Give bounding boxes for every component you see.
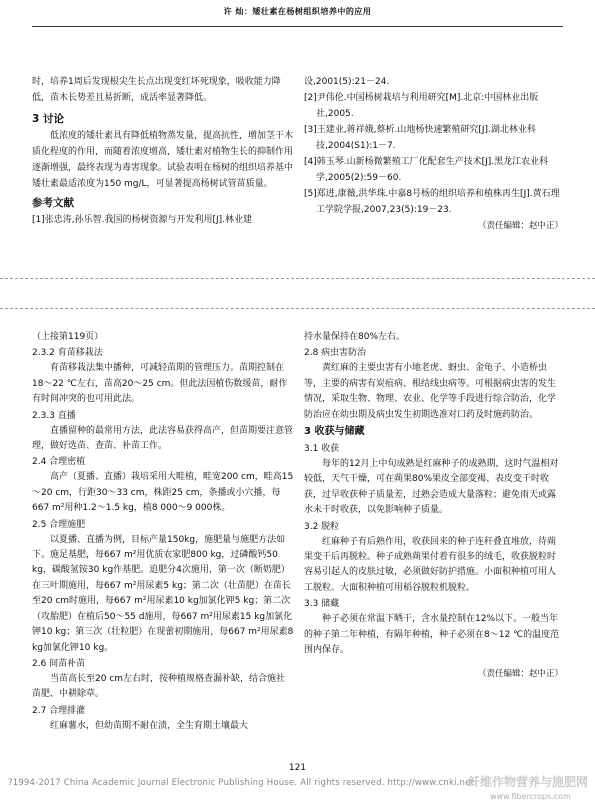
header-rule: [32, 26, 563, 27]
references-title: 参考文献: [32, 197, 74, 209]
body-paragraph: 黄红麻的主要虫害有小地老虎、蚜虫、金龟子、小造桥虫等，主要的病害有炭疽病、根结线虫病等。可根据病虫害的发生情况，采取生物、物理、农业、化学等手段进行综合防治，化学防治应在幼虫期及病虫发生初期选准对口药及时施药防治。: [304, 363, 557, 420]
continued-note: （上接第119页）: [32, 332, 104, 342]
body-paragraph: 以夏播、直播为例，目标产量150kg，施肥量与施肥方法如下。施足基肥，每667 m²用优质农家肥800 kg，过磷酸钙50 kg，碳酸氢铵30 kg作基肥。追肥分4次施用，第一次（断奶肥）在三叶期施用，每667 m²用尿素5 kg；第二次（壮苗肥）在苗长至20 cm时施用，每667 m²用尿素10 kg加氯化钾5 kg；第二次（攻胎肥）在植后50～55 d施用，每667 m²用尿素15 kg加氯化钾10 kg；第三次（壮粒肥）在现蕾初期施用，每667 m²用尿素8 kg加氯化钾10 kg。: [32, 534, 294, 653]
reference-item: [3]王建业,蒋祥娥,蔡析.山地杨快速繁殖研究[J].湖北林业科技,2004(S1):1－7.: [304, 125, 536, 151]
article-separator: [0, 308, 595, 309]
editor-credit: （责任编辑：赵中正）: [477, 221, 563, 231]
body-paragraph: 低浓度的矮壮素具有降低植物蒸发量，提高抗性，增加茎干木质化程度的作用，而随着浓度增高，矮壮素对植物生长的抑制作用逐渐增强，最终表现为毒害现象。试验表明在杨树的组织培养基中矮壮素最适浓度为150 mg/L，可显著提高杨树试管苗质量。: [32, 131, 294, 189]
subsection-title: 2.3.2 育苗移栽法: [32, 348, 103, 359]
body-paragraph: 当苗高长至20 cm左右时，按种植规格查漏补缺，结合施社苗肥、中耕除草。: [32, 673, 286, 700]
reference-item: [5]郑进,康薇,洪华珠.中嘉8号杨的组织培养和植株再生[J].黄石理工学院学报,2007,23(5):19－23.: [304, 189, 560, 215]
section-title: 3 收获与储藏: [304, 426, 365, 438]
subsection-title: 2.3.3 直播: [32, 410, 76, 421]
body-paragraph: 每年的12月上中旬成熟是红麻种子的成熟期，这时气温相对较低，天气干燥，可在蒴果80%果皮全部变褐、表皮变干时收获，过早收获种子质量差，过熟会造成大量落粒；避免雨天或露水未干时收获，以免影响种子质量。: [304, 459, 559, 516]
subsection-title: 2.5 合理施肥: [32, 519, 86, 530]
bottom-left-column: [32, 330, 294, 734]
watermark-url: www.fibercrops.com: [490, 792, 571, 801]
subsection-title: 3.3 储藏: [304, 599, 340, 610]
subsection-title: 3.1 收获: [304, 444, 340, 455]
reference-item: [4]韩玉琴.山新杨微繁殖工厂化配套生产技术[J].黑龙江农业科学,2005(2):59－60.: [304, 157, 549, 183]
running-header: 许 灿：矮壮素在杨树组织培养中的应用: [223, 7, 372, 16]
top-left-column: [32, 74, 294, 228]
watermark-text: 纤维作物营养与施肥网: [468, 775, 589, 789]
article-separator: [0, 278, 595, 279]
copyright-line: ?1994-2017 China Academic Journal Electronic Publishing House. All rights reserved. http://www.cnki.net: [8, 778, 475, 788]
page-number: 121: [288, 763, 307, 773]
subsection-title: 2.7 合理排灌: [32, 705, 86, 716]
bottom-right-column: [304, 330, 563, 682]
body-paragraph: 种子必须在常温下晒干，含水量控制在12%以下。一般当年的种子第二年种植，有隔年种植，种子必须在8～12 ℃的温度范围内保存。: [304, 614, 560, 656]
body-paragraph: 育苗移栽法集中播种，可减轻苗期的管理压力。苗期控制在18～22 ℃左右，苗高20～25 cm。但此法因植伤数缓苗，耐作有时间冲突的也可用此法。: [32, 363, 288, 405]
section-title: 3 讨论: [32, 113, 64, 125]
subsection-title: 2.8 病虫害防治: [304, 348, 367, 359]
body-paragraph: 红麻种子有后熟作用，收获回来的种子连秆叠直堆放，待蒴果变干后再脱粒。种子成熟蒴果付着有很多的绒毛，收获脱粒时容易引起人的皮肤过敏，必须做好防护措施。小面积种植可用人工脱粒。大面积种植可用稻谷脱粒机脱粒。: [304, 536, 557, 593]
body-paragraph: 时，培养1周后发现根尖生长点出现变红坏死现象，吸收能力降低，苗木长势差且易折断，成活率显著降低。: [32, 77, 281, 103]
subsection-title: 3.2 脱粒: [304, 521, 340, 532]
subsection-title: 2.4 合理密植: [32, 457, 86, 468]
body-paragraph: 持水量保持在80%左右。: [304, 332, 406, 342]
reference-item: 设,2001(5):21－24.: [304, 77, 390, 87]
subsection-title: 2.6 间苗补苗: [32, 658, 86, 669]
body-paragraph: 直播留种的最常用方法，此法容易获得高产，但苗期要注意管理，做好选苗、查苗、补苗工作。: [32, 425, 294, 452]
reference-item: [2]尹伟伦.中国杨树栽培与利用研究[M].北京:中国林业出版社,2005.: [304, 93, 539, 119]
editor-credit: （责任编辑：赵中正）: [477, 668, 563, 679]
body-paragraph: 高产（夏播、直播）栽培采用大畦植，畦宽200 cm，畦高15～20 cm，行距30～33 cm，株距25 cm，条播或小穴播，每667 m²用种1.2～1.5 kg，植8 000～9 000株。: [32, 472, 294, 514]
top-right-column: [304, 74, 563, 234]
reference-item: [1]张忠涛,孙乐智.我国的杨树资源与开发利用[J].林业建: [32, 215, 253, 225]
body-paragraph: 红麻薯水，但幼苗期不耐在渍，全生育期土壤最大: [50, 720, 249, 731]
